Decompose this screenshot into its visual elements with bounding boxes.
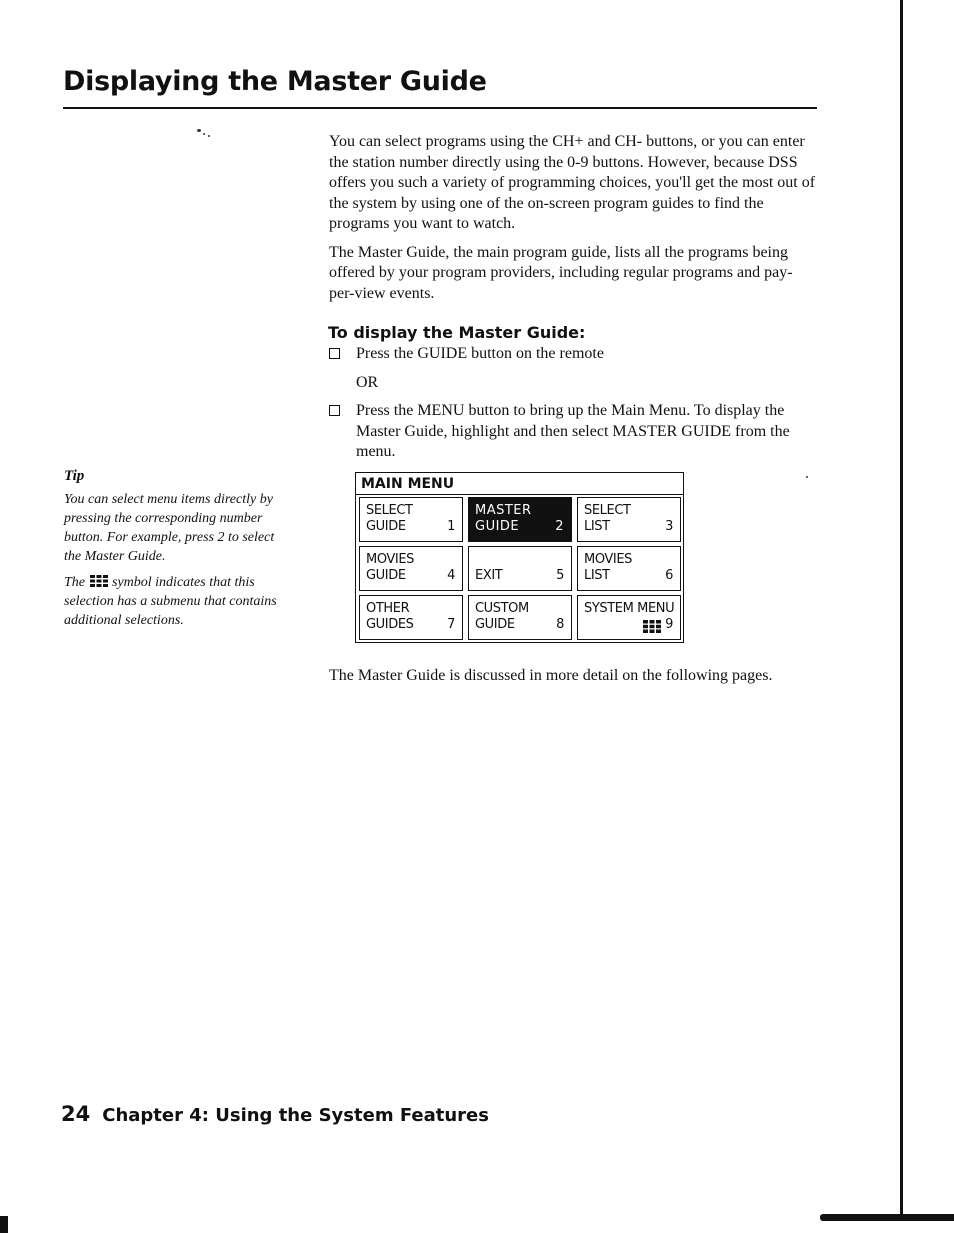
tip-label: Tip (64, 468, 85, 484)
menu-item-line1: OTHER (366, 601, 410, 616)
menu-item-line2: GUIDE (366, 568, 406, 583)
scan-edge-base (820, 1214, 954, 1221)
checkbox-icon (329, 405, 340, 416)
menu-item-line1: MOVIES (584, 552, 633, 567)
menu-item-select-list[interactable] (577, 497, 681, 542)
menu-title-rule (356, 494, 683, 495)
scan-speck (203, 133, 205, 135)
closing-paragraph: The Master Guide is discussed in more detail on the following pages. (329, 667, 773, 684)
menu-title: MAIN MENU (361, 476, 455, 492)
menu-item-number: 6 (665, 568, 673, 583)
menu-item-number: 2 (555, 519, 564, 534)
title-rule (63, 107, 817, 109)
menu-item-line1: SYSTEM MENU (584, 601, 675, 616)
menu-item-number: 3 (665, 519, 673, 534)
tip-text-before-icon: The (64, 575, 85, 590)
menu-item-line2: LIST (584, 568, 610, 583)
menu-item-line1: CUSTOM (475, 601, 529, 616)
menu-item-number: 4 (447, 568, 455, 583)
step-menu-button (329, 401, 817, 463)
checkbox-icon (329, 348, 340, 359)
step-guide-text: Press the GUIDE button on the remote (356, 345, 604, 362)
menu-item-line2: LIST (584, 519, 610, 534)
submenu-grid-icon (643, 620, 661, 633)
scan-corner-mark (0, 1216, 8, 1233)
tip-paragraph-1: You can select menu items directly by pressing the corresponding number button. For example, press 2 to select the Master Guide. (64, 492, 275, 564)
menu-item-number: 9 (665, 617, 673, 632)
main-column (329, 132, 817, 471)
menu-item-line2: GUIDE (475, 519, 520, 534)
menu-item-movies-list[interactable] (577, 546, 681, 591)
step-menu-text: Press the MENU button to bring up the Main Menu. To display the Master Guide, highlight and then select MASTER GUIDE from the menu. (356, 402, 790, 460)
page-number: 24 (61, 1102, 91, 1126)
page-title: Displaying the Master Guide (63, 66, 487, 97)
main-menu-figure (355, 472, 684, 643)
intro-paragraph: You can select programs using the CH+ and CH- buttons, or you can enter the station number directly using the 0-9 buttons. However, because DSS offers you such a variety of programming choices, you'll get the most out of the system by using one of the on-screen program guides to find the programs you want to watch. (329, 133, 816, 232)
menu-item-number: 7 (447, 617, 455, 632)
menu-item-system-menu[interactable] (577, 595, 681, 640)
tip-box (64, 467, 289, 637)
menu-item-line2: GUIDES (366, 617, 414, 632)
menu-item-line1: SELECT (366, 503, 413, 518)
scan-speck (806, 476, 808, 478)
page-footer (61, 1102, 489, 1126)
menu-item-number: 1 (447, 519, 455, 534)
master-guide-paragraph: The Master Guide, the main program guide, lists all the programs being offered by your program providers, including regular programs and pay-per-view events. (329, 243, 793, 302)
tip-text-after-icon: symbol indicates that this selection has a submenu that contains additional selections. (64, 575, 277, 628)
chapter-title: Chapter 4: Using the System Features (102, 1105, 489, 1126)
menu-item-line1: MASTER (475, 503, 532, 518)
section-subheading: To display the Master Guide: (328, 323, 586, 342)
menu-item-other-guides[interactable] (359, 595, 463, 640)
scan-speck (208, 135, 210, 137)
menu-item-exit[interactable] (468, 546, 572, 591)
or-label: OR (356, 373, 379, 391)
menu-item-custom-guide[interactable] (468, 595, 572, 640)
submenu-grid-icon (89, 575, 109, 587)
tip-paragraph-2 (64, 573, 289, 630)
step-guide-button (329, 344, 817, 365)
menu-item-master-guide[interactable] (468, 497, 572, 542)
menu-item-line2: GUIDE (366, 519, 406, 534)
menu-item-number: 8 (556, 617, 564, 632)
scan-speck (197, 129, 201, 132)
menu-item-select-guide[interactable] (359, 497, 463, 542)
menu-item-line1: MOVIES (366, 552, 415, 567)
menu-item-line1: SELECT (584, 503, 631, 518)
menu-item-line2: GUIDE (475, 617, 515, 632)
scan-edge-line (900, 0, 903, 1220)
menu-item-movies-guide[interactable] (359, 546, 463, 591)
menu-item-number: 5 (556, 568, 564, 583)
closing-block (329, 666, 817, 695)
menu-item-line2: EXIT (475, 568, 503, 583)
